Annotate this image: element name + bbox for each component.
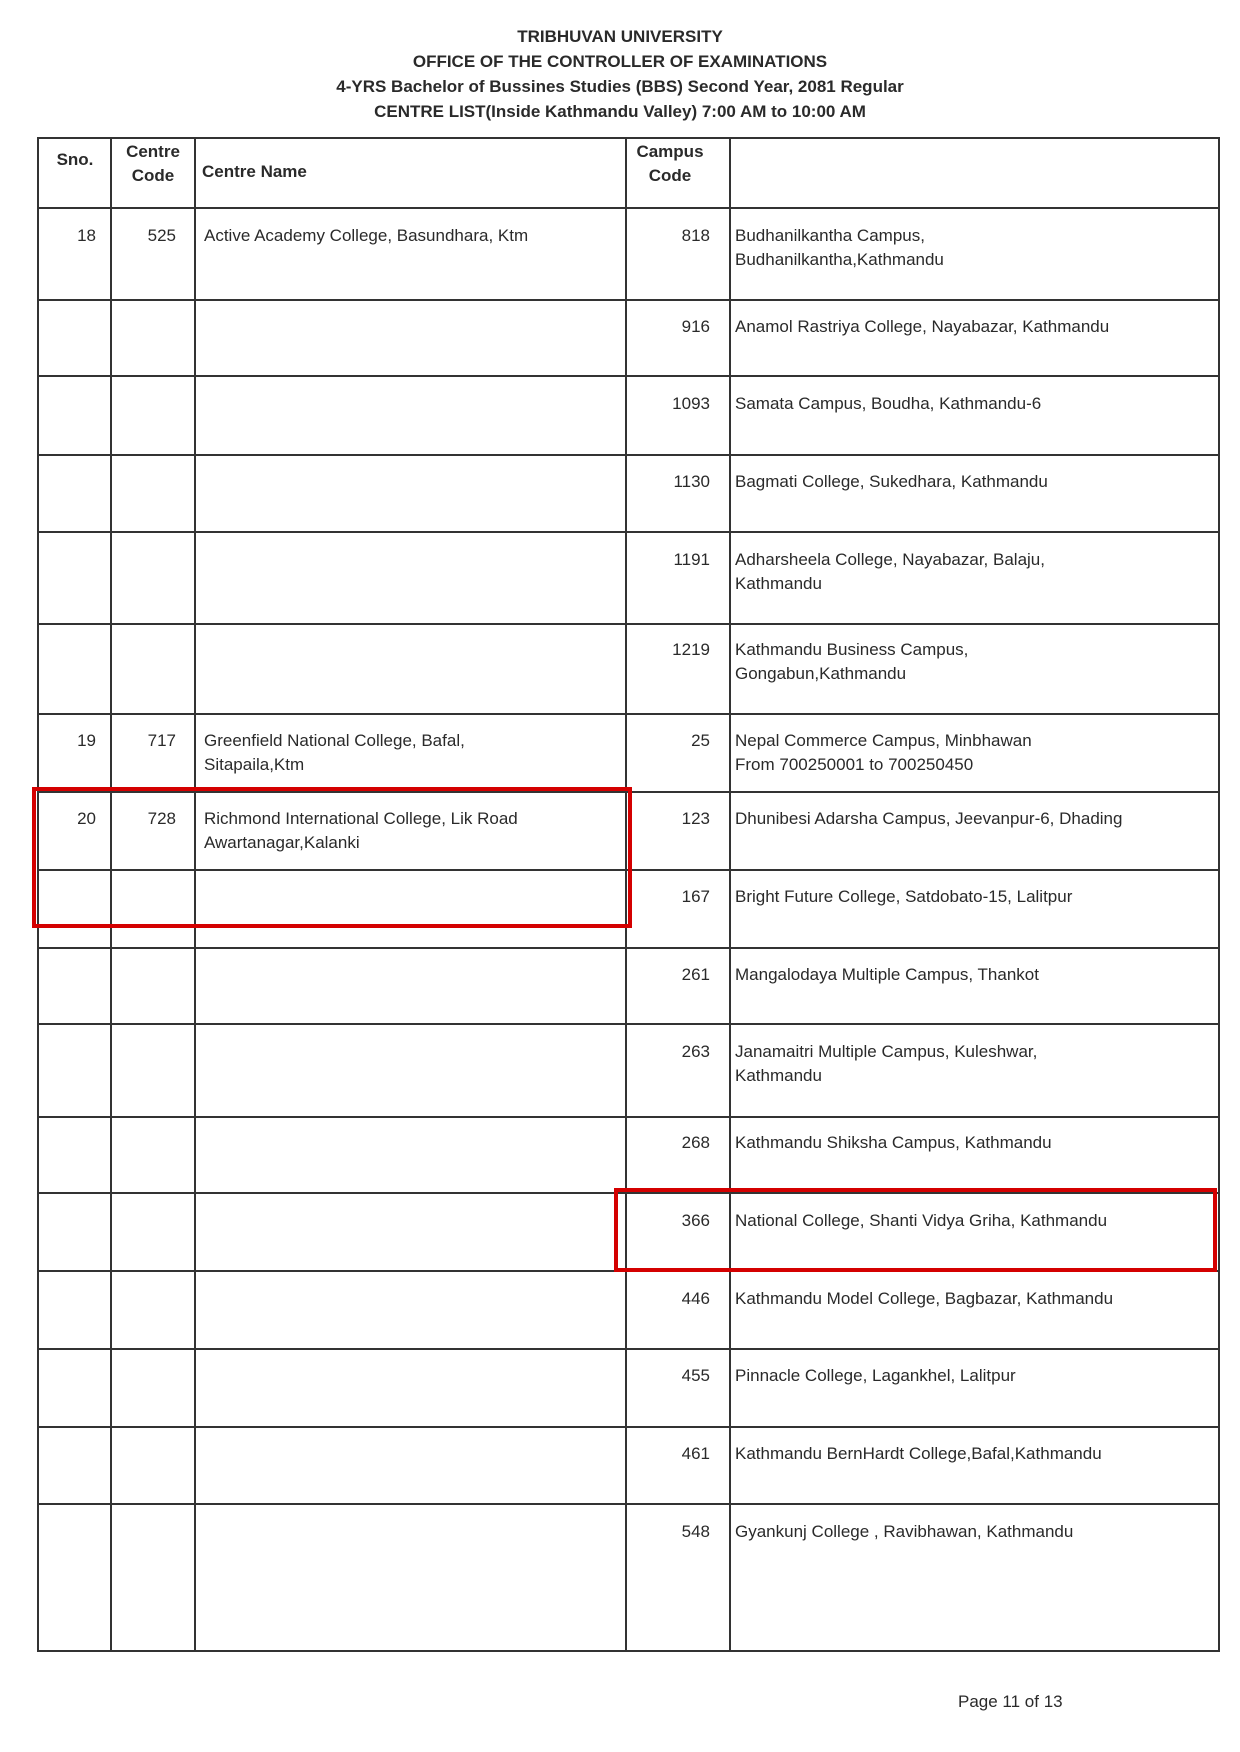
centre-code-cell: 728 xyxy=(147,809,176,828)
campus-name-cell: Anamol Rastriya College, Nayabazar, Kathmandu xyxy=(735,317,1110,336)
row-divider xyxy=(37,1116,1220,1118)
campus-name-cell-line2: Budhanilkantha,Kathmandu xyxy=(735,250,944,269)
campus-code-cell: 916 xyxy=(681,317,710,336)
program-title: 4-YRS Bachelor of Bussines Studies (BBS) Second Year, 2081 Regular xyxy=(336,77,904,96)
office-title: OFFICE OF THE CONTROLLER OF EXAMINATIONS xyxy=(412,52,828,71)
campus-name-cell: Mangalodaya Multiple Campus, Thankot xyxy=(735,965,1039,984)
header-campus-code: Campus Code xyxy=(636,142,704,185)
campus-name-cell: Dhunibesi Adarsha Campus, Jeevanpur-6, Dhading xyxy=(735,809,1123,828)
highlight-box-centre-richmond xyxy=(32,787,632,928)
campus-name-cell: Kathmandu BernHardt College,Bafal,Kathmandu xyxy=(735,1444,1102,1463)
row-divider xyxy=(37,1426,1220,1428)
centre-name-cell: Active Academy College, Basundhara, Ktm xyxy=(204,226,529,245)
campus-name-cell-line2: Kathmandu xyxy=(735,1066,822,1085)
centre-code-cell: 717 xyxy=(147,731,176,750)
campus-name-cell: Adharsheela College, Nayabazar, Balaju, xyxy=(735,550,1045,569)
university-title: TRIBHUVAN UNIVERSITY xyxy=(517,27,723,46)
sno-cell: 19 xyxy=(77,731,96,750)
highlight-box-campus-national-college xyxy=(614,1188,1217,1272)
campus-code-cell: 446 xyxy=(681,1289,710,1308)
campus-name-cell-line2: From 700250001 to 700250450 xyxy=(735,755,974,774)
campus-code-cell: 461 xyxy=(681,1444,710,1463)
campus-name-cell: Budhanilkantha Campus, xyxy=(735,226,925,245)
campus-name-cell: Janamaitri Multiple Campus, Kuleshwar, xyxy=(735,1042,1038,1061)
campus-name-cell: Gyankunj College , Ravibhawan, Kathmandu xyxy=(735,1522,1074,1541)
sno-cell: 20 xyxy=(77,809,96,828)
campus-code-cell: 261 xyxy=(681,965,710,984)
row-divider xyxy=(37,947,1220,949)
header-sno: Sno. xyxy=(56,150,94,169)
row-divider xyxy=(37,1023,1220,1025)
sno-cell: 18 xyxy=(77,226,96,245)
centre-code-cell: 525 xyxy=(147,226,176,245)
campus-code-cell: 25 xyxy=(691,731,710,750)
campus-code-cell: 1219 xyxy=(672,640,710,659)
campus-name-cell: Nepal Commerce Campus, Minbhawan xyxy=(735,731,1032,750)
campus-code-cell: 1130 xyxy=(673,472,710,491)
centre-name-cell: Richmond International College, Lik Road xyxy=(204,809,518,828)
campus-name-cell: Kathmandu Model College, Bagbazar, Kathmandu xyxy=(735,1289,1114,1308)
campus-name-cell-line2: Kathmandu xyxy=(735,574,822,593)
campus-name-cell: Samata Campus, Boudha, Kathmandu-6 xyxy=(735,394,1042,413)
centre-name-cell-line2: Sitapaila,Ktm xyxy=(204,755,305,774)
row-divider xyxy=(37,713,1220,715)
campus-name-cell: National College, Shanti Vidya Griha, Kathmandu xyxy=(735,1211,1108,1230)
campus-code-cell: 1191 xyxy=(673,550,710,569)
row-divider xyxy=(37,623,1220,625)
campus-code-cell: 366 xyxy=(681,1211,710,1230)
row-divider xyxy=(37,299,1220,301)
page-number: Page 11 of 13 xyxy=(958,1692,1063,1711)
campus-code-cell: 455 xyxy=(681,1366,710,1385)
campus-code-cell: 548 xyxy=(681,1522,710,1541)
column-divider xyxy=(729,137,731,1652)
campus-name-cell: Kathmandu Shiksha Campus, Kathmandu xyxy=(735,1133,1052,1152)
row-divider xyxy=(37,207,1220,209)
row-divider xyxy=(37,375,1220,377)
campus-name-cell: Kathmandu Business Campus, xyxy=(735,640,969,659)
header-centre-code: Centre Code xyxy=(126,142,180,185)
header-centre-name: Centre Name xyxy=(202,162,307,181)
centre-name-cell-line2: Awartanagar,Kalanki xyxy=(204,833,360,852)
campus-name-cell-line2: Gongabun,Kathmandu xyxy=(735,664,907,683)
row-divider xyxy=(37,1503,1220,1505)
centre-list-title: CENTRE LIST(Inside Kathmandu Valley) 7:00 AM to 10:00 AM xyxy=(374,102,866,121)
campus-code-cell: 1093 xyxy=(672,394,710,413)
campus-code-cell: 167 xyxy=(681,887,710,906)
row-divider xyxy=(37,454,1220,456)
document-header xyxy=(0,24,1240,124)
row-divider xyxy=(37,531,1220,533)
campus-name-cell: Pinnacle College, Lagankhel, Lalitpur xyxy=(735,1366,1016,1385)
campus-code-cell: 123 xyxy=(681,809,710,828)
campus-code-cell: 268 xyxy=(681,1133,710,1152)
campus-name-cell: Bagmati College, Sukedhara, Kathmandu xyxy=(735,472,1048,491)
campus-name-cell: Bright Future College, Satdobato-15, Lalitpur xyxy=(735,887,1073,906)
row-divider xyxy=(37,1348,1220,1350)
centre-name-cell: Greenfield National College, Bafal, xyxy=(204,731,465,750)
campus-code-cell: 263 xyxy=(681,1042,710,1061)
campus-code-cell: 818 xyxy=(681,226,710,245)
